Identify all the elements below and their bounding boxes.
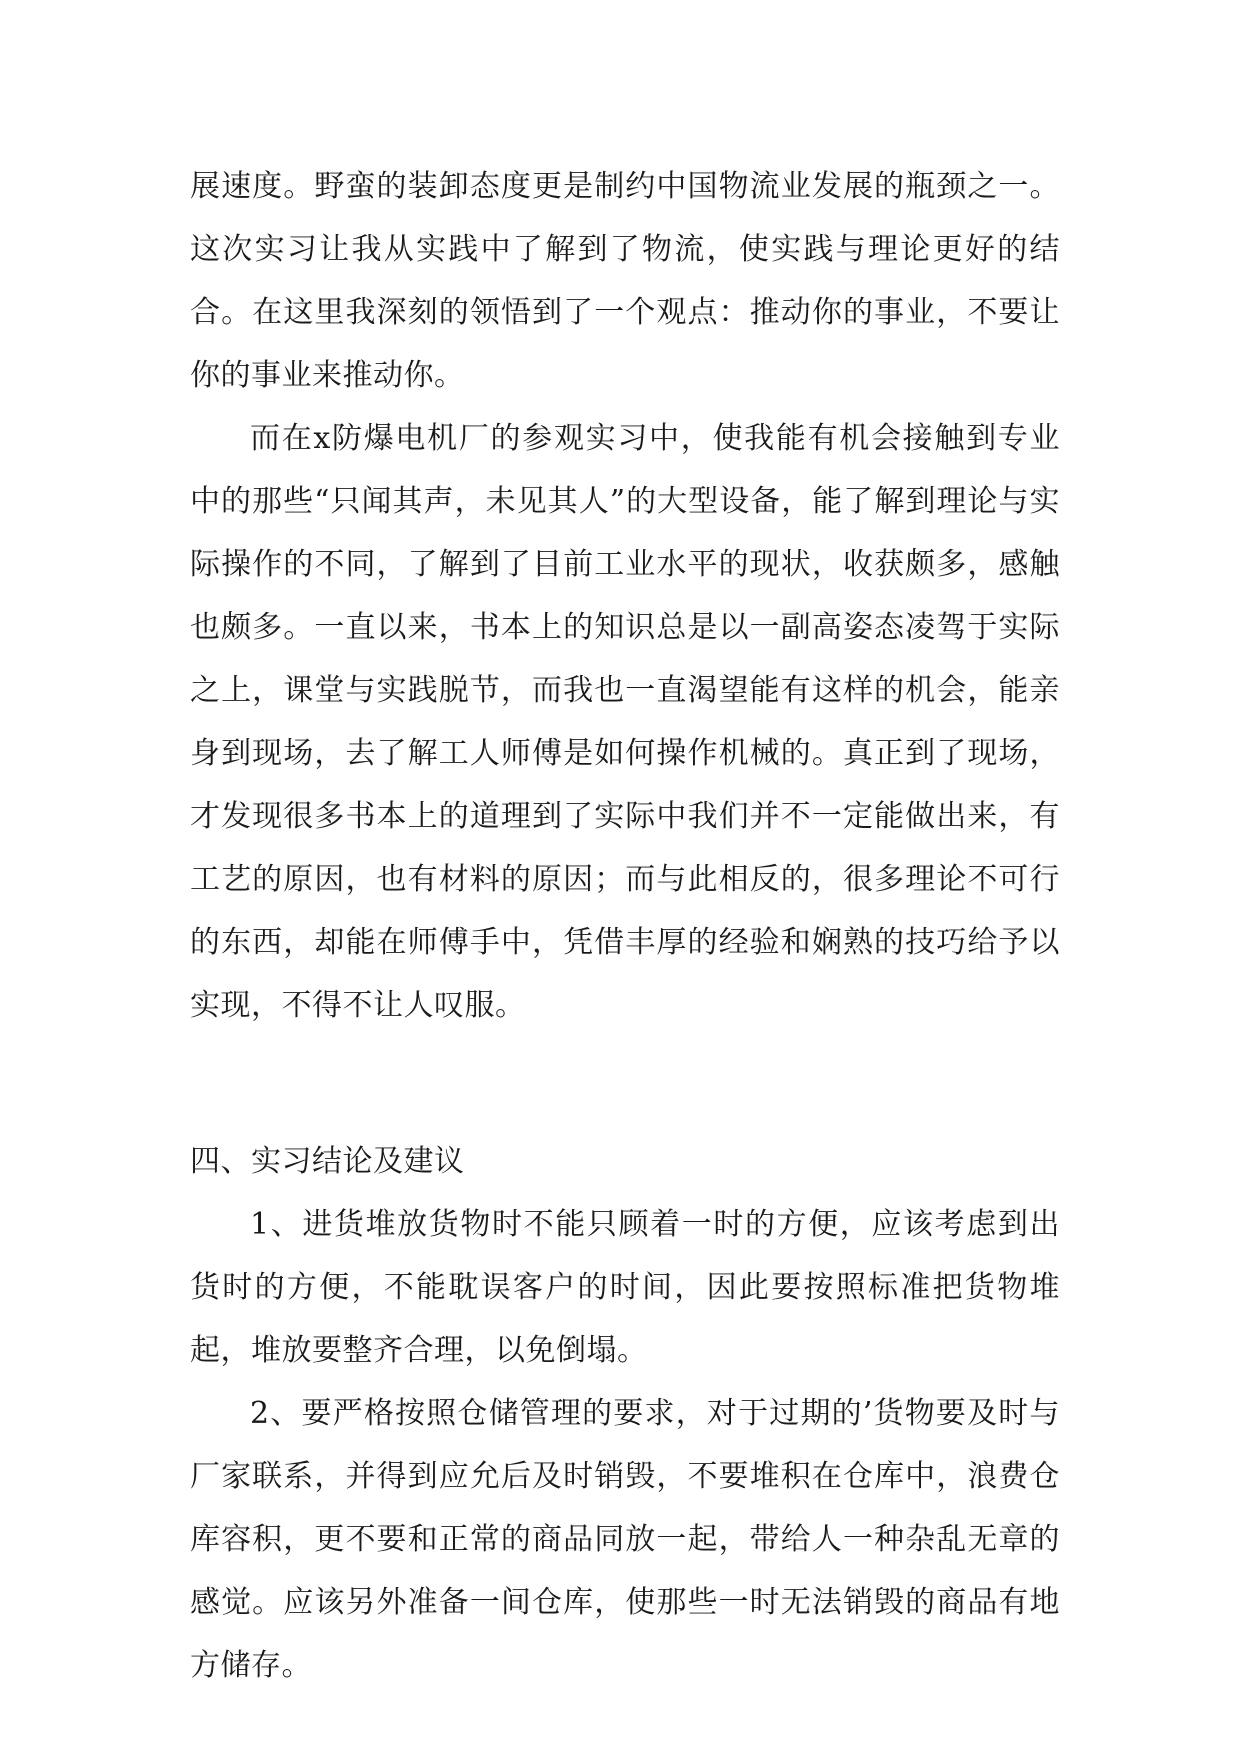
document-body bbox=[190, 155, 1060, 1697]
paragraph-logistics-conclusion: 展速度。野蛮的装卸态度更是制约中国物流业发展的瓶颈之一。这次实习让我从实践中了解到了物流，使实践与理论更好的结合。在这里我深刻的领悟到了一个观点：推动你的事业，不要让你的事业来推动你。 bbox=[190, 169, 1060, 393]
section-heading: 四、实习结论及建议 bbox=[190, 1144, 465, 1179]
suggestion-item-2: 2、要严格按照仓储管理的要求，对于过期的’货物要及时与厂家联系，并得到应允后及时销毁，不要堆积在仓库中，浪费仓库容积，更不要和正常的商品同放一起，带给人一种杂乱无章的感觉。应该另外准备一间仓库，使那些一时无法销毁的商品有地方储存。 bbox=[190, 1396, 1060, 1683]
paragraph-factory-visit: 而在x防爆电机厂的参观实习中，使我能有机会接触到专业中的那些“只闻其声，未见其人”的大型设备，能了解到理论与实际操作的不同，了解到了目前工业水平的现状，收获颇多，感触也颇多。一直以来，书本上的知识总是以一副高姿态凌驾于实际之上，课堂与实践脱节，而我也一直渴望能有这样的机会，能亲身到现场，去了解工人师傅是如何操作机械的。真正到了现场，才发现很多书本上的道理到了实际中我们并不一定能做出来，有工艺的原因，也有材料的原因；而与此相反的，很多理论不可行的东西，却能在师傅手中，凭借丰厚的经验和娴熟的技巧给予以实现，不得不让人叹服。 bbox=[190, 421, 1060, 1023]
suggestion-item-1: 1、进货堆放货物时不能只顾着一时的方便，应该考虑到出货时的方便，不能耽误客户的时间，因此要按照标准把货物堆起，堆放要整齐合理，以免倒塌。 bbox=[190, 1207, 1060, 1368]
